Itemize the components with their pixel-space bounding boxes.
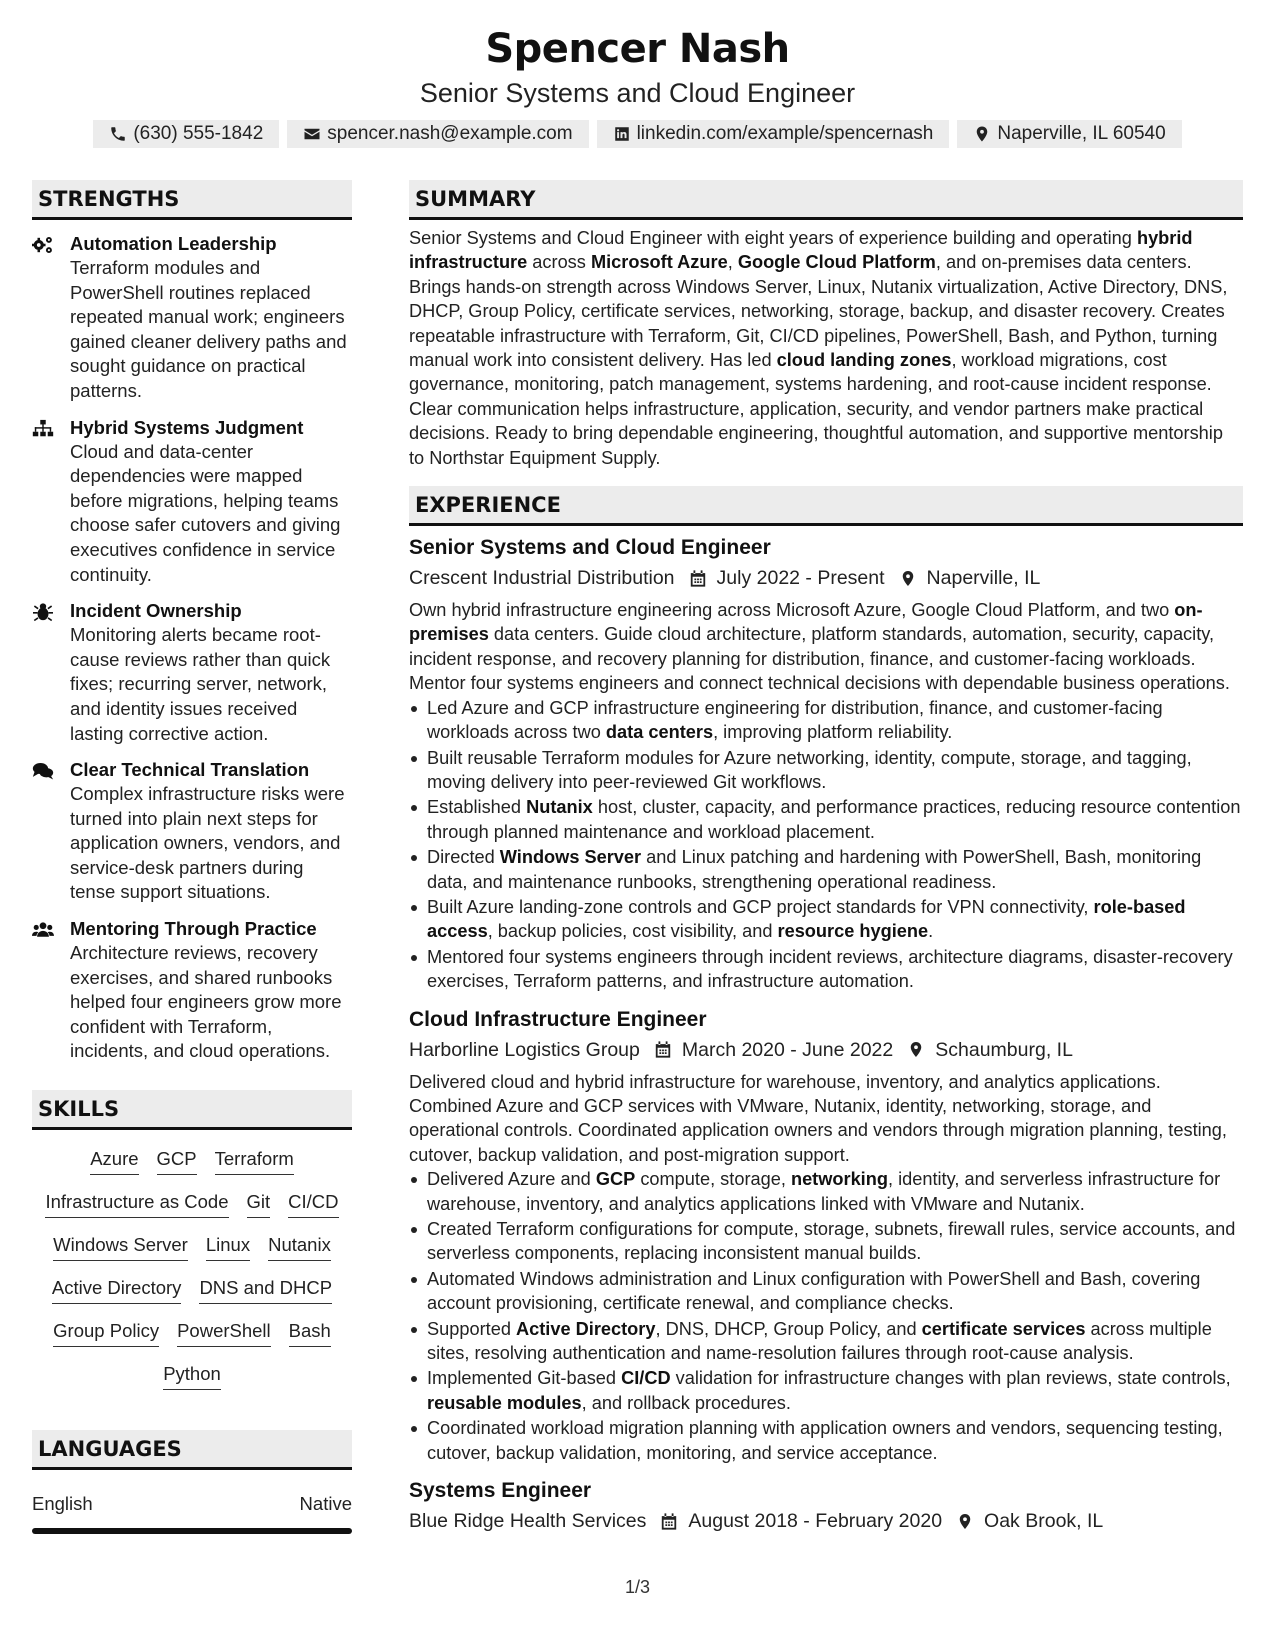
bullet-item: Delivered Azure and GCP compute, storage, networking, identity, and serverless infrastructure for warehouse, inventory, and analytics applications linked with VMware and Nutanix. bbox=[409, 1167, 1243, 1216]
experience-heading: EXPERIENCE bbox=[409, 486, 1243, 526]
sitemap-icon bbox=[32, 419, 54, 439]
location-pin-icon bbox=[907, 1040, 925, 1059]
language-proficiency-bar bbox=[32, 1528, 352, 1534]
strength-title: Automation Leadership bbox=[70, 233, 277, 254]
job-entry bbox=[409, 534, 1243, 994]
page-number: 1/3 bbox=[624, 1577, 651, 1597]
language-name: English bbox=[32, 1493, 93, 1515]
job-dates: March 2020 - June 2022 bbox=[681, 1038, 894, 1061]
strength-item bbox=[32, 232, 352, 404]
job-location: Oak Brook, IL bbox=[984, 1510, 1104, 1533]
job-company: Crescent Industrial Distribution bbox=[409, 567, 675, 590]
gears-icon bbox=[32, 235, 54, 255]
phone-icon bbox=[109, 125, 127, 143]
location-pin-icon bbox=[899, 569, 917, 588]
contact-linkedin-text: linkedin.com/example/spencernash bbox=[636, 123, 934, 144]
skills-list bbox=[32, 1130, 352, 1390]
bug-icon bbox=[32, 602, 54, 622]
envelope-icon bbox=[303, 125, 321, 143]
calendar-icon bbox=[654, 1040, 672, 1059]
bullet-item: Established Nutanix host, cluster, capacity, and performance practices, reducing resource contention through planned maintenance and workload placement. bbox=[409, 795, 1243, 844]
bullet-item: Directed Windows Server and Linux patching and hardening with PowerShell, Bash, monitoring data, and maintenance runbooks, strengthening operational readiness. bbox=[409, 845, 1243, 894]
left-column bbox=[32, 180, 352, 1534]
job-location: Schaumburg, IL bbox=[935, 1038, 1073, 1061]
skill-tag: Nutanix bbox=[268, 1232, 331, 1261]
skill-tag: DNS and DHCP bbox=[199, 1275, 332, 1304]
contact-location bbox=[957, 120, 1181, 148]
strength-item bbox=[32, 599, 352, 746]
summary-heading: SUMMARY bbox=[409, 180, 1243, 220]
job-bullets bbox=[409, 696, 1243, 994]
skill-tag: Azure bbox=[90, 1146, 138, 1175]
bullet-item: Created Terraform configurations for compute, storage, subnets, firewall rules, service accounts, and serverless components, replacing inconsistent manual builds. bbox=[409, 1217, 1243, 1266]
contact-phone[interactable] bbox=[93, 120, 279, 148]
calendar-icon bbox=[660, 1512, 678, 1531]
strength-item bbox=[32, 917, 352, 1064]
contact-bar bbox=[0, 120, 1275, 148]
linkedin-icon bbox=[613, 125, 631, 143]
contact-email-text: spencer.nash@example.com bbox=[327, 123, 573, 144]
resume-header bbox=[0, 22, 1275, 148]
strengths-heading: STRENGTHS bbox=[32, 180, 352, 220]
skill-tag: Group Policy bbox=[53, 1318, 159, 1347]
bullet-item: Supported Active Directory, DNS, DHCP, Group Policy, and certificate services across multiple sites, resolving authentication and name-resolution failures through root-cause analysis. bbox=[409, 1317, 1243, 1366]
job-company: Harborline Logistics Group bbox=[409, 1038, 640, 1061]
job-meta bbox=[409, 1036, 1243, 1064]
contact-location-text: Naperville, IL 60540 bbox=[997, 123, 1166, 144]
job-bullets bbox=[409, 1167, 1243, 1465]
language-level: Native bbox=[299, 1493, 352, 1515]
bullet-item: Built reusable Terraform modules for Azure networking, identity, compute, storage, and tagging, moving delivery into peer-reviewed Git workflows. bbox=[409, 746, 1243, 795]
strength-text: Terraform modules and PowerShell routines replaced repeated manual work; engineers gained cleaner delivery paths and sought guidance on practical patterns. bbox=[70, 257, 347, 401]
skill-tag: Git bbox=[247, 1189, 271, 1218]
strength-text: Cloud and data-center dependencies were mapped before migrations, helping teams choose safer cutovers and giving executives confidence in service continuity. bbox=[70, 440, 341, 585]
skill-tag: Terraform bbox=[215, 1146, 294, 1175]
job-title: Senior Systems and Cloud Engineer bbox=[409, 536, 771, 560]
skill-tag: CI/CD bbox=[288, 1189, 338, 1218]
location-pin-icon bbox=[973, 125, 991, 143]
job-company: Blue Ridge Health Services bbox=[409, 1510, 647, 1533]
strength-text: Architecture reviews, recovery exercises, and shared runbooks helped four engineers grow more confident with Terraform, incidents, and cloud operations. bbox=[70, 942, 342, 1062]
skill-tag: Python bbox=[163, 1361, 221, 1390]
strength-item bbox=[32, 758, 352, 905]
bullet-item: Led Azure and GCP infrastructure engineering for distribution, finance, and customer-facing workloads across two data centers, improving platform reliability. bbox=[409, 696, 1243, 745]
skill-tag: PowerShell bbox=[177, 1318, 271, 1347]
bullet-item: Built Azure landing-zone controls and GCP project standards for VPN connectivity, role-based access, backup policies, cost visibility, and resource hygiene. bbox=[409, 895, 1243, 944]
skill-tag: Infrastructure as Code bbox=[45, 1189, 228, 1218]
job-location: Naperville, IL bbox=[926, 567, 1041, 590]
location-pin-icon bbox=[956, 1512, 974, 1531]
contact-email[interactable] bbox=[287, 120, 588, 148]
languages-heading: LANGUAGES bbox=[32, 1430, 352, 1470]
language-row bbox=[32, 1492, 352, 1516]
job-meta bbox=[409, 1507, 1243, 1535]
skills-heading: SKILLS bbox=[32, 1090, 352, 1130]
right-column bbox=[409, 180, 1243, 1535]
strength-item bbox=[32, 416, 352, 588]
job-title: Systems Engineer bbox=[409, 1479, 592, 1503]
skill-tag: Windows Server bbox=[53, 1232, 188, 1261]
candidate-title: Senior Systems and Cloud Engineer bbox=[419, 78, 856, 108]
strength-text: Complex infrastructure risks were turned into plain next steps for application owners, vendors, and service-desk partners during tense support situations. bbox=[70, 783, 345, 903]
job-description: Delivered cloud and hybrid infrastructure for warehouse, inventory, and analytics applications. Combined Azure and GCP services with VMware, Nutanix, identity, networking, storage, and operational controls. Coordinated application owners and vendors through migration planning, testing, cutover, backup validation, and post-migration support. bbox=[409, 1071, 1227, 1165]
job-title: Cloud Infrastructure Engineer bbox=[409, 1007, 707, 1031]
bullet-item: Mentored four systems engineers through incident reviews, architecture diagrams, disaster-recovery exercises, Terraform patterns, and infrastructure automation. bbox=[409, 945, 1243, 994]
job-entry bbox=[409, 1477, 1243, 1535]
strength-title: Hybrid Systems Judgment bbox=[70, 416, 304, 438]
skill-tag: Active Directory bbox=[52, 1275, 182, 1304]
contact-phone-text: (630) 555-1842 bbox=[133, 123, 264, 144]
job-entry bbox=[409, 1006, 1243, 1466]
strength-title: Incident Ownership bbox=[70, 600, 242, 622]
users-icon bbox=[32, 920, 54, 940]
summary-text: Senior Systems and Cloud Engineer with eight years of experience building and operating hybrid infrastructure across Microsoft Azure, Google Cloud Platform, and on-premises data centers. Brings hands-on strength across Windows Server, Linux, Nutanix virtualization, Active Directory, DNS, DHCP, Group Policy, certificate services, networking, storage, backup, and disaster recovery. Creates repeatable infrastructure with Terraform, Git, CI/CD pipelines, PowerShell, Bash, and Python, turning manual work into consistent delivery. Has led cloud landing zones, workload migrations, cost governance, monitoring, patch management, systems hardening, and root-cause incident response. Clear communication helps infrastructure, application, security, and vendor partners make practical decisions. Ready to bring dependable engineering, thoughtful automation, and supportive mentorship to Northstar Equipment Supply. bbox=[409, 228, 1228, 468]
comments-icon bbox=[32, 761, 54, 781]
strength-title: Clear Technical Translation bbox=[70, 759, 310, 781]
strength-title: Mentoring Through Practice bbox=[70, 918, 317, 940]
bullet-item: Automated Windows administration and Linux configuration with PowerShell and Bash, covering account provisioning, certificate renewal, and compliance checks. bbox=[409, 1267, 1243, 1316]
job-meta bbox=[409, 564, 1243, 592]
skill-tag: Bash bbox=[289, 1318, 331, 1347]
bullet-item: Implemented Git-based CI/CD validation for infrastructure changes with plan reviews, state controls, reusable modules, and rollback procedures. bbox=[409, 1366, 1243, 1415]
job-dates: August 2018 - February 2020 bbox=[688, 1510, 943, 1533]
strength-text: Monitoring alerts became root-cause reviews rather than quick fixes; recurring server, network, and identity issues received lasting corrective action. bbox=[70, 624, 331, 744]
skill-tag: GCP bbox=[157, 1146, 197, 1175]
job-description: Own hybrid infrastructure engineering across Microsoft Azure, Google Cloud Platform, and two on-premises data centers. Guide cloud architecture, platform standards, automation, security, capacity, incident response, and recovery planning for distribution, finance, and customer-facing workloads. Mentor four systems engineers and connect technical decisions with dependable business operations. bbox=[409, 600, 1230, 694]
candidate-name: Spencer Nash bbox=[485, 26, 790, 72]
skill-tag: Linux bbox=[206, 1232, 250, 1261]
calendar-icon bbox=[689, 569, 707, 588]
job-dates: July 2022 - Present bbox=[716, 567, 885, 590]
contact-linkedin[interactable] bbox=[597, 120, 950, 148]
bullet-item: Coordinated workload migration planning with application owners and vendors, sequencing testing, cutover, backup validation, monitoring, and service acceptance. bbox=[409, 1416, 1243, 1465]
